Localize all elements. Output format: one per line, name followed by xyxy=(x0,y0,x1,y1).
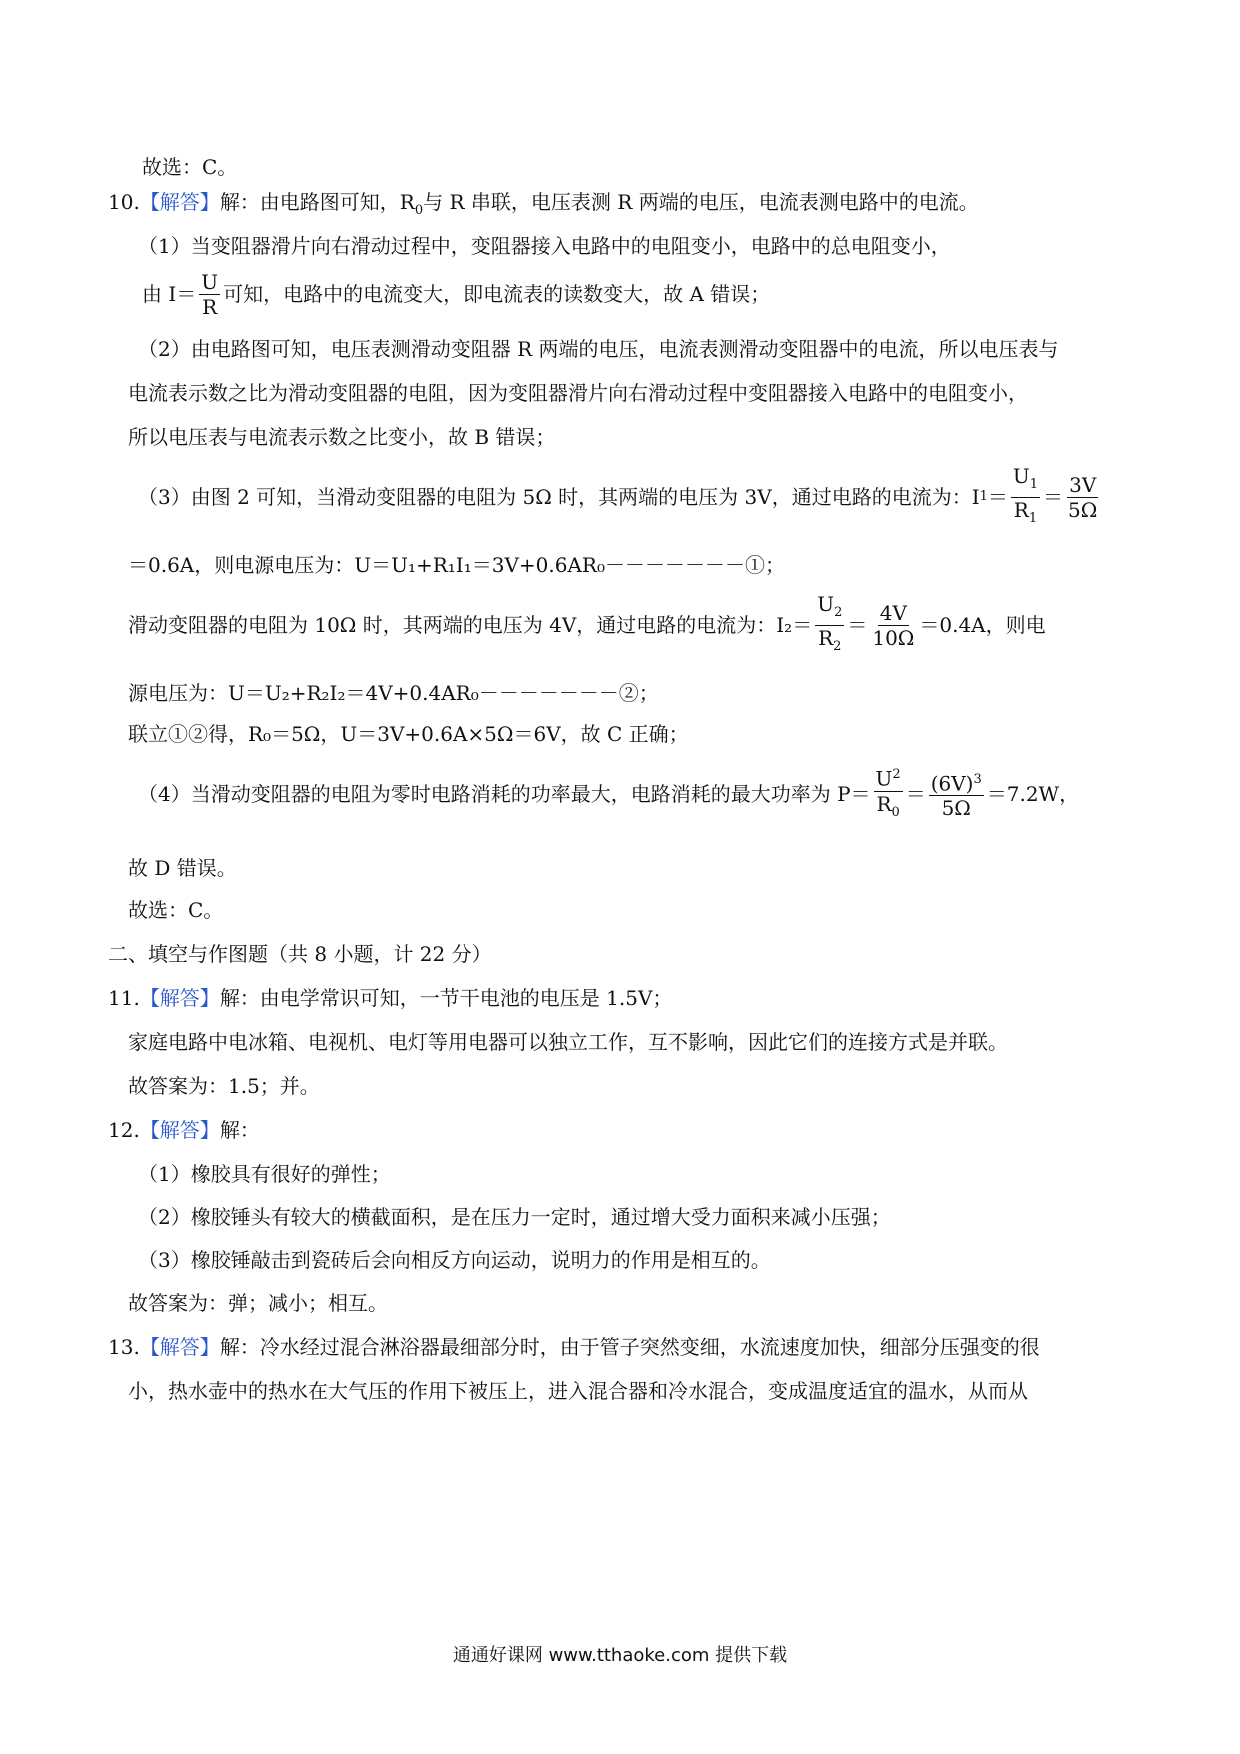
question-12-answer: 故答案为：弹；减小；相互。 xyxy=(128,1291,388,1315)
section-heading: 二、填空与作图题（共 8 小题，计 22 分） xyxy=(108,942,492,966)
question-12-header: 12.【解答】解： xyxy=(108,1118,260,1142)
question-11-header: 11.【解答】解：由电学常识可知，一节干电池的电压是 1.5V； xyxy=(108,986,673,1010)
paragraph-2b: 电流表示数之比为滑动变阻器的电阻，因为变阻器滑片向右滑动过程中变阻器接入电路中的电阻变小， xyxy=(128,381,1028,405)
paragraph-3a: （3）由图 2 可知，当滑动变阻器的电阻为 5Ω 时，其两端的电压为 3V，通过电路的电流为：I 1 ＝ $\frac{U_1}{R_1}$ ＝ $\frac{3V}{5\Omega}$ xyxy=(138,466,1102,528)
answer-tag: 【解答】 xyxy=(139,190,220,214)
paragraph-1: （1）当变阻器滑片向右滑动过程中，变阻器接入电路中的电阻变小，电路中的总电阻变小， xyxy=(138,234,951,258)
question-13-line2: 小，热水壶中的热水在大气压的作用下被压上，进入混合器和冷水混合，变成温度适宜的温水，从而从 xyxy=(128,1379,1028,1403)
fraction: $\frac{3V}{5\Omega}$ xyxy=(1068,472,1098,522)
question-10-header: 10.【解答】解：由电路图可知，$R_0$与 R 串联，电压表测 R 两端的电压，电流表测电路中的电流。 xyxy=(108,190,979,218)
fraction: $\frac{U_1}{R_1}$ xyxy=(1012,463,1039,526)
paragraph-1b: 由 I＝ $\frac{U}{R}$ 可知，电路中的电流变大，即电流表的读数变大，故 A 错误； xyxy=(142,269,771,319)
fraction: $\frac{U_2}{R_2}$ xyxy=(817,591,843,654)
answer-tag: 【解答】 xyxy=(139,1335,220,1359)
paragraph-4b: 源电压为：U＝U₂+R₂I₂＝4V+0.4AR₀－－－－－－－②； xyxy=(128,681,659,705)
question-12-item-3: （3）橡胶锤敲击到瓷砖后会向相反方向运动，说明力的作用是相互的。 xyxy=(138,1248,771,1272)
question-11-answer: 故答案为：1.5；并。 xyxy=(128,1074,320,1098)
question-13-header: 13.【解答】解：冷水经过混合淋浴器最细部分时，由于管子突然变细，水流速度加快，细部分压强变的很 xyxy=(108,1335,1040,1359)
paragraph-3b: ＝0.6A，则电源电压为：U＝U₁+R₁I₁＝3V+0.6AR₀－－－－－－－①； xyxy=(128,553,785,577)
answer-choice-9: 故选：C。 xyxy=(142,155,238,179)
fraction: $\frac{(6V)^3}{5\Omega}$ xyxy=(929,769,984,820)
question-12-item-2: （2）橡胶锤头有较大的横截面积，是在压力一定时，通过增大受力面积来减小压强； xyxy=(138,1205,891,1229)
question-12-item-1: （1）橡胶具有很好的弹性； xyxy=(138,1162,391,1186)
page-footer: 通通好课网 www.tthaoke.com 提供下载 xyxy=(452,1645,788,1666)
paragraph-4a: 滑动变阻器的电阻为 10Ω 时，其两端的电压为 4V，通过电路的电流为：I₂＝ $\frac{U_2}{R_2}$ ＝ $\frac{4V}{10\Omega}$ ＝0.4A，则电 xyxy=(128,594,1046,656)
paragraph-2c: 所以电压表与电流表示数之比变小，故 B 错误； xyxy=(128,425,556,449)
paragraph-2a: （2）由电路图可知，电压表测滑动变阻器 R 两端的电压，电流表测滑动变阻器中的电流，所以电压表与 xyxy=(138,337,1059,361)
fraction: $\frac{U^2}{R_0}$ xyxy=(874,764,903,824)
paragraph-7: 故 D 错误。 xyxy=(128,856,237,880)
question-11-line2: 家庭电路中电冰箱、电视机、电灯等用电器可以独立工作，互不影响，因此它们的连接方式是并联。 xyxy=(128,1030,1008,1054)
fraction: $\frac{4V}{10\Omega}$ xyxy=(872,600,915,650)
answer-tag: 【解答】 xyxy=(139,1118,220,1142)
paragraph-8: 故选：C。 xyxy=(128,898,224,922)
paragraph-5: 联立①②得，R₀＝5Ω，U＝3V+0.6A×5Ω＝6V，故 C 正确； xyxy=(128,722,689,746)
question-number: 10. xyxy=(108,190,140,214)
paragraph-6: （4）当滑动变阻器的电阻为零时电路消耗的功率最大，电路消耗的最大功率为 P＝ $\frac{U^2}{R_0}$ ＝ $\frac{(6V)^3}{5\Omega}$ ＝7.2W， xyxy=(138,763,1079,825)
fraction: $\frac{U}{R}$ xyxy=(201,269,219,319)
answer-tag: 【解答】 xyxy=(139,986,220,1010)
